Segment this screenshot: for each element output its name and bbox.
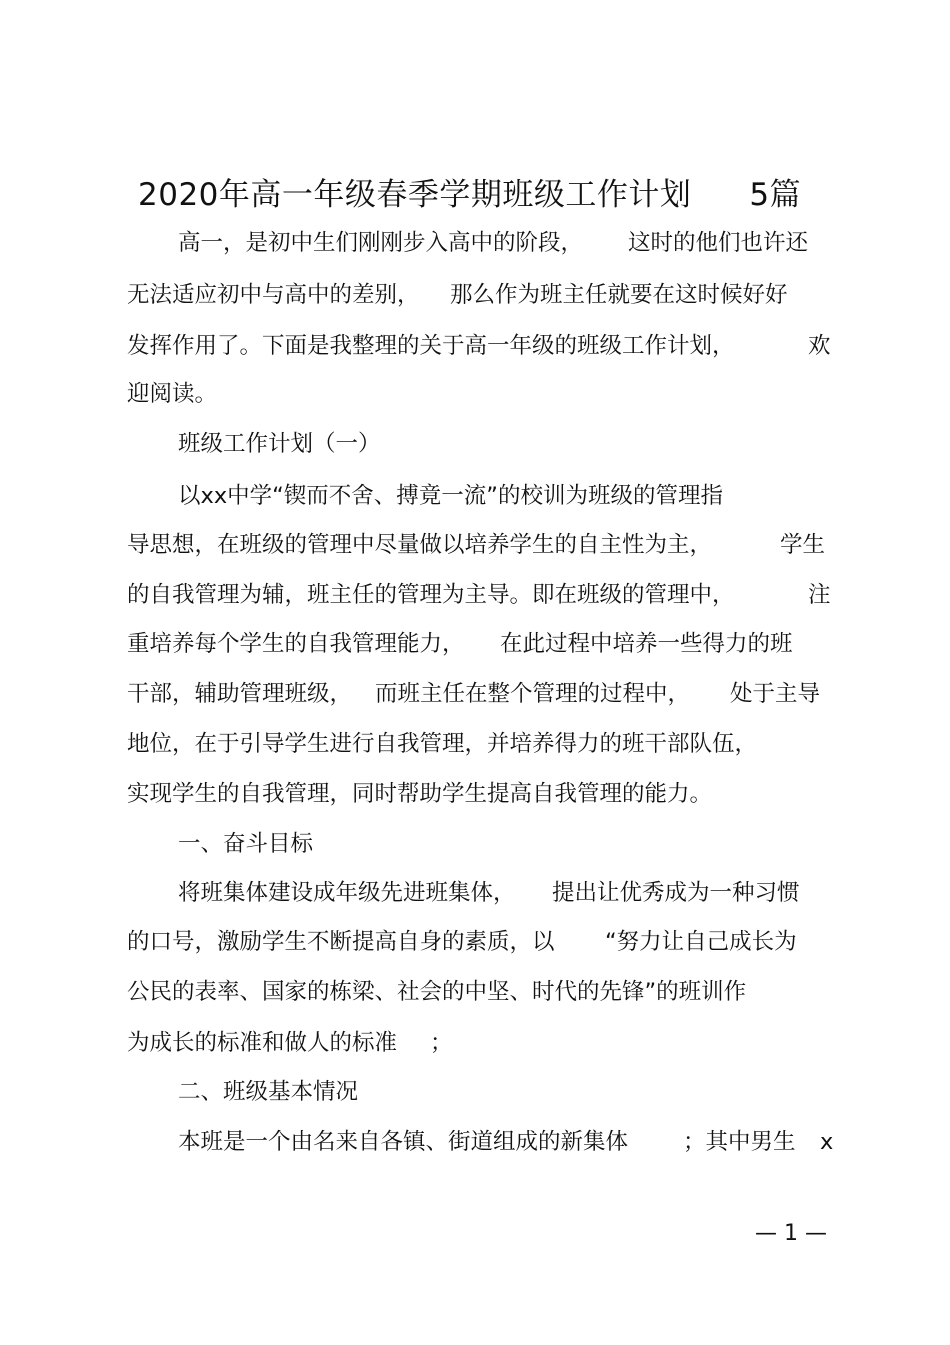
section-heading xyxy=(0,820,950,868)
text-segment: 地位，在于引导学生进行自我管理，并培养得力的班干部队伍， xyxy=(127,731,758,757)
text-segment: 一、奋斗目标 xyxy=(178,831,314,857)
text-segment: “努力让自己成长为 xyxy=(605,929,797,955)
title-text: 2020年高一年级春季学期班级工作计划 xyxy=(138,177,692,213)
text-segment: 本班是一个由名来自各镇、街道组成的新集体 xyxy=(178,1129,629,1155)
text-segment: 导思想，在班级的管理中尽量做以培养学生的自主性为主， xyxy=(127,532,713,558)
text-segment: 为成长的标准和做人的标准 xyxy=(127,1030,398,1056)
text-segment: 注 xyxy=(808,582,831,608)
text-segment: 的自我管理为辅，班主任的管理为主导。即在班级的管理中， xyxy=(127,582,735,608)
text-segment: 这时的他们也许还 xyxy=(628,230,809,256)
text-segment: ； xyxy=(430,1030,453,1056)
text-segment: ；其中男生 xyxy=(683,1129,796,1155)
text-segment: 学生 xyxy=(780,532,826,558)
text-segment: 以xx中学“锲而不舍、搏竟一流”的校训为班级的管理指 xyxy=(178,483,723,509)
document-title xyxy=(138,172,828,218)
paragraph-line xyxy=(0,670,950,718)
paragraph-line xyxy=(0,869,950,917)
text-segment: 实现学生的自我管理，同时帮助学生提高自我管理的能力。 xyxy=(127,781,713,807)
paragraph-line xyxy=(0,620,950,668)
paragraph-line xyxy=(0,521,950,569)
page-number: — 1 — xyxy=(755,1221,827,1246)
text-segment: 干部，辅助管理班级， xyxy=(127,681,353,707)
text-segment: 的口号，激励学生不断提高自身的素质，以 xyxy=(127,929,555,955)
text-segment: 而班主任在整个管理的过程中， xyxy=(375,681,691,707)
text-segment: 将班集体建设成年级先进班集体， xyxy=(178,880,516,906)
text-segment: 那么作为班主任就要在这时候好好 xyxy=(450,282,788,308)
paragraph-line xyxy=(0,571,950,619)
paragraph-line xyxy=(0,322,950,370)
paragraph-line xyxy=(0,720,950,768)
paragraph-line xyxy=(0,968,950,1016)
section-heading xyxy=(0,1068,950,1116)
text-segment: 提出让优秀成为一种习惯 xyxy=(552,880,800,906)
paragraph-line xyxy=(0,770,950,818)
text-segment: 二、班级基本情况 xyxy=(178,1079,359,1105)
text-segment: 欢 xyxy=(808,333,831,359)
paragraph-line xyxy=(0,271,950,319)
paragraph-line xyxy=(0,1019,950,1067)
title-count: 5篇 xyxy=(749,177,802,213)
paragraph-line xyxy=(0,918,950,966)
text-segment: 发挥作用了。下面是我整理的关于高一年级的班级工作计划， xyxy=(127,333,735,359)
paragraph-line xyxy=(0,219,950,267)
paragraph-line xyxy=(0,1118,950,1166)
text-segment: 公民的表率、国家的栋梁、社会的中坚、时代的先锋”的班训作 xyxy=(127,979,747,1005)
text-segment: 班级工作计划（一） xyxy=(178,431,381,457)
paragraph-line xyxy=(0,472,950,520)
text-segment: 高一，是初中生们刚刚步入高中的阶段， xyxy=(178,230,584,256)
text-segment: 重培养每个学生的自我管理能力， xyxy=(127,631,465,657)
text-segment: 在此过程中培养一些得力的班 xyxy=(500,631,793,657)
text-segment: 处于主导 xyxy=(730,681,821,707)
section-heading xyxy=(0,420,950,468)
paragraph-line xyxy=(0,370,950,418)
text-segment: 无法适应初中与高中的差别， xyxy=(127,282,420,308)
text-segment: 迎阅读。 xyxy=(127,381,218,407)
text-segment: x xyxy=(820,1129,834,1155)
